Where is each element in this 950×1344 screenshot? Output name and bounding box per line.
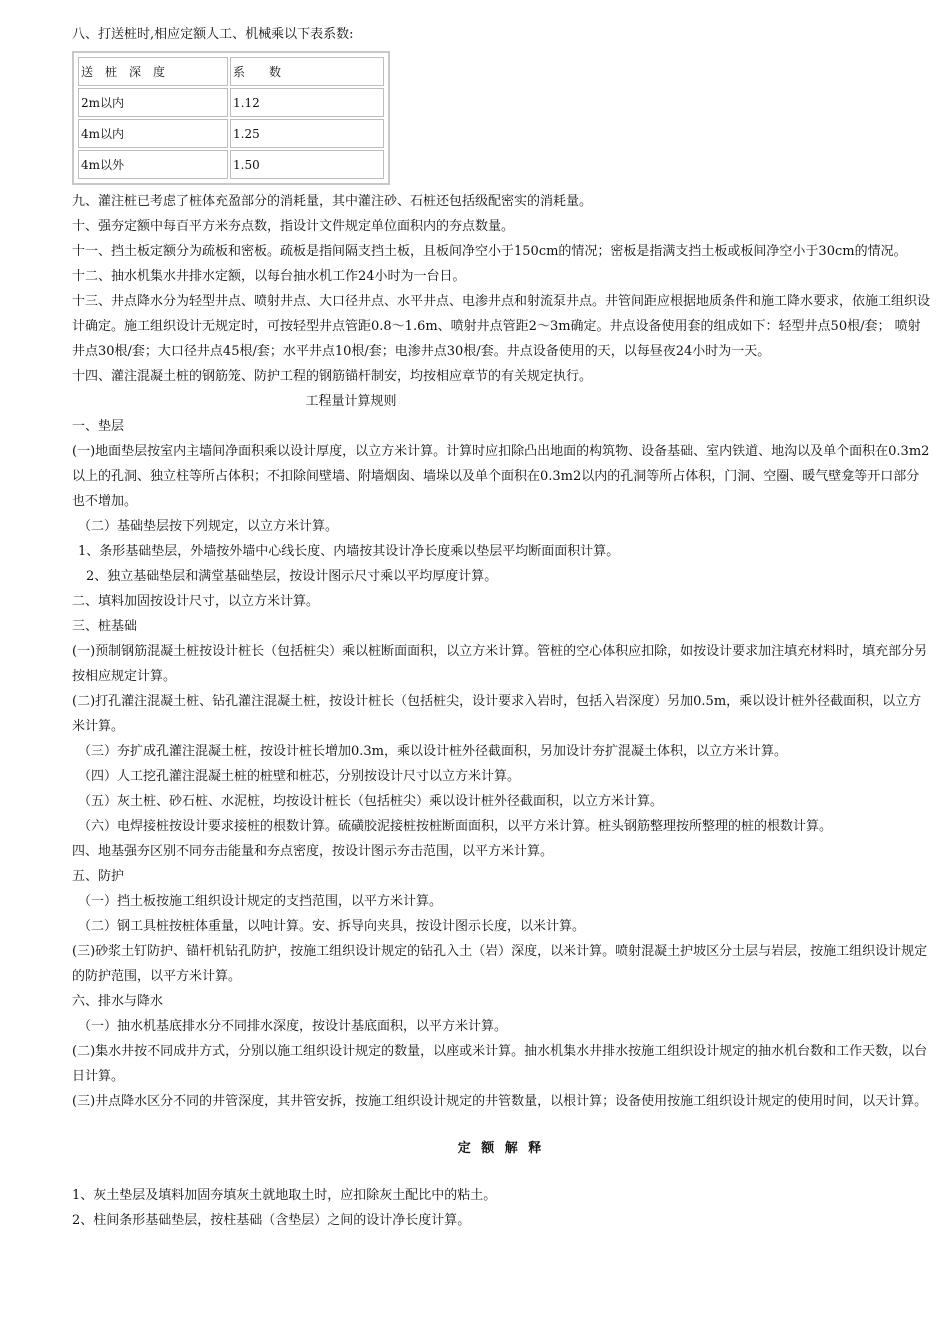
rule-line: （四）人工挖孔灌注混凝土桩的桩壁和桩芯，分别按设计尺寸以立方米计算。 <box>78 769 521 784</box>
table-cell: 4m以内 <box>78 119 228 148</box>
rule-paragraph: (三)砂浆土钉防护、锚杆机钻孔防护，按施工组织设计规定的钻孔入土（岩）深度，以米计算。喷射混凝土护坡区分土层与岩层，按施工组织设计规定的防护范围，以平方米计算。 <box>72 944 928 984</box>
note-12: 十二、抽水机集水井排水定额，以每台抽水机工作24小时为一台日。 <box>72 269 466 284</box>
rule-paragraph: (二)集水井按不同成井方式，分别以施工组织设计规定的数量，以座或米计算。抽水机集水井排水按施工组织设计规定的抽水机台数和工作天数，以台日计算。 <box>72 1044 928 1084</box>
rule-heading: 四、地基强夯区别不同夯击能量和夯点密度，按设计图示夯击范围，以平方米计算。 <box>72 844 554 859</box>
rule-line: （五）灰土桩、砂石桩、水泥桩，均按设计桩长（包括桩尖）乘以设计桩外径截面积，以立方米计算。 <box>78 794 664 809</box>
rule-paragraph: (二)打孔灌注混凝土桩、钻孔灌注混凝土桩，按设计桩长（包括桩尖，设计要求入岩时，包括入岩深度）另加0.5m，乘以设计桩外径截面积，以立方米计算。 <box>72 694 922 734</box>
rule-line: （二）钢工具桩按桩体重量，以吨计算。安、拆导向夹具，按设计图示长度，以米计算。 <box>78 919 586 934</box>
table-cell: 4m以外 <box>78 150 228 179</box>
note-13: 十三、井点降水分为轻型井点、喷射井点、大口径井点、水平井点、电渗井点和射流泵井点。井管间距应根据地质条件和施工降水要求，依施工组织设计确定。施工组织设计无规定时，可按轻型井点管距0.8～1.6m、喷射井点管距2～3m确定。井点设备使用套的组成如下：轻型井点50根/套； 喷射井点30根/套；大口径井点45根/套；水平井点10根/套；电渗井点30根/套。井点设备使用的天，以每昼夜24小时为一天。 <box>72 294 931 359</box>
rule-line: （三）夯扩成孔灌注混凝土桩，按设计桩长增加0.3m，乘以设计桩外径截面积，另加设计夯扩混凝土体积，以立方米计算。 <box>78 744 788 759</box>
interpretation-item: 1、灰土垫层及填料加固夯填灰土就地取土时，应扣除灰土配比中的粘土。 <box>72 1188 497 1203</box>
rule-line: （一）挡土板按施工组织设计规定的支挡范围，以平方米计算。 <box>78 894 443 909</box>
rule-heading: 三、桩基础 <box>72 619 138 634</box>
rule-paragraph: (一)地面垫层按室内主墙间净面积乘以设计厚度，以立方米计算。计算时应扣除凸出地面的构筑物、设备基础、室内铁道、地沟以及单个面积在0.3m2以上的孔洞、独立柱等所占体积；不扣除间壁墙、附墙烟囱、墙垛以及单个面积在0.3m2以内的孔洞等所占体积，门洞、空圈、暖气壁龛等开口部分也不增加。 <box>72 444 930 509</box>
table-cell: 2m以内 <box>78 88 228 117</box>
rule-line: 2、独立基础垫层和满堂基础垫层，按设计图示尺寸乘以平均厚度计算。 <box>86 569 498 584</box>
rules-title: 工程量计算规则 <box>305 394 397 409</box>
table-row <box>78 88 384 117</box>
table-row <box>78 119 384 148</box>
intro-line: 八、打送桩时,相应定额人工、机械乘以下表系数: <box>72 27 354 42</box>
header-depth: 送 桩 深 度 <box>78 57 228 86</box>
note-14: 十四、灌注混凝土桩的钢筋笼、防护工程的钢筋锚杆制安，均按相应章节的有关规定执行。 <box>72 369 593 384</box>
rule-heading: 二、填料加固按设计尺寸，以立方米计算。 <box>72 594 320 609</box>
rule-line: （六）电焊接桩按设计要求接桩的根数计算。硫磺胶泥接桩按桩断面面积，以平方米计算。桩头钢筋整理按所整理的桩的根数计算。 <box>78 819 833 834</box>
rule-line: （二）基础垫层按下列规定，以立方米计算。 <box>78 519 339 534</box>
table-cell: 1.50 <box>230 150 384 179</box>
coefficient-table <box>72 51 390 185</box>
rule-paragraph: (一)预制钢筋混凝土桩按设计桩长（包括桩尖）乘以桩断面面积，以立方米计算。管桩的空心体积应扣除，如按设计要求加注填充材料时，填充部分另按相应规定计算。 <box>72 644 928 684</box>
note-9: 九、灌注桩已考虑了桩体充盈部分的消耗量，其中灌注砂、石桩还包括级配密实的消耗量。 <box>72 194 593 209</box>
table-header-row <box>78 57 384 86</box>
interpretation-item: 2、柱间条形基础垫层，按柱基础（含垫层）之间的设计净长度计算。 <box>72 1213 471 1228</box>
rule-heading: 五、防护 <box>72 869 125 884</box>
rule-paragraph: (三)井点降水区分不同的井管深度，其井管安拆，按施工组织设计规定的井管数量，以根计算；设备使用按施工组织设计规定的使用时间，以天计算。 <box>72 1094 928 1109</box>
table-row <box>78 150 384 179</box>
table-cell: 1.12 <box>230 88 384 117</box>
header-coef: 系 数 <box>230 57 384 86</box>
rule-heading: 一、垫层 <box>72 419 125 434</box>
interpretation-title: 定 额 解 释 <box>457 1141 545 1156</box>
rule-line: 1、条形基础垫层，外墙按外墙中心线长度、内墙按其设计净长度乘以垫层平均断面面积计算。 <box>78 544 620 559</box>
table-cell: 1.25 <box>230 119 384 148</box>
document-page <box>72 22 930 1233</box>
note-10: 十、强夯定额中每百平方米夯点数，指设计文件规定单位面积内的夯点数量。 <box>72 219 515 234</box>
rule-heading: 六、排水与降水 <box>72 994 164 1009</box>
note-11: 十一、挡土板定额分为疏板和密板。疏板是指间隔支挡土板，且板间净空小于150cm的情况；密板是指满支挡土板或板间净空小于30cm的情况。 <box>72 244 907 259</box>
rule-line: （一）抽水机基底排水分不同排水深度，按设计基底面积，以平方米计算。 <box>78 1019 508 1034</box>
